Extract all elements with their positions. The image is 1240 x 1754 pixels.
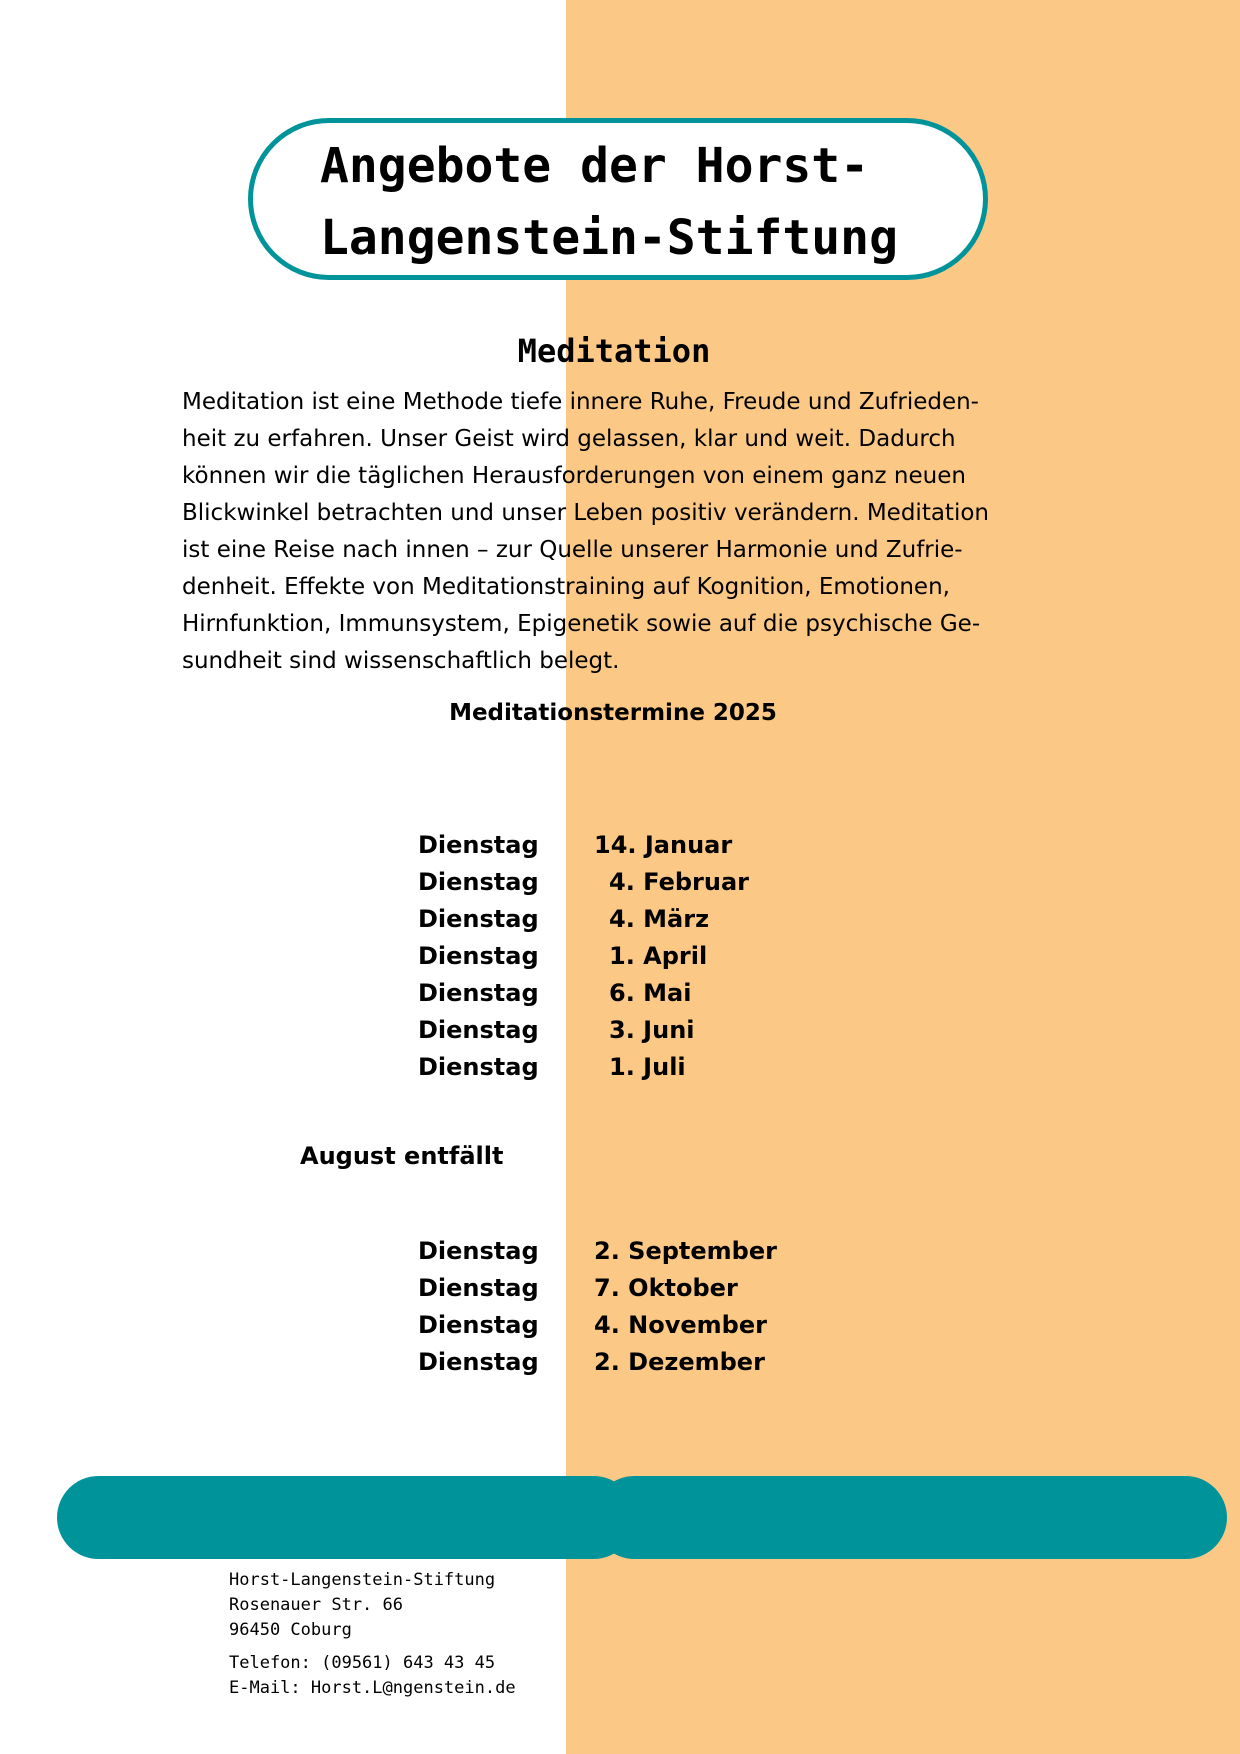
date-list-second-half [418, 1233, 918, 1381]
page-title [320, 130, 960, 274]
section-heading: Meditation [517, 332, 711, 370]
date-list-first-half [418, 827, 918, 1086]
contact-name: Horst-Langenstein-Stiftung [229, 1570, 496, 1590]
contact-city: 96450 Coburg [229, 1620, 352, 1640]
date-row-day: Dienstag [418, 905, 539, 933]
intro-line: denheit. Effekte von Meditationstraining auf Kognition, Emotionen, [182, 574, 950, 600]
date-row-date: 4. März [609, 905, 710, 933]
date-row-day: Dienstag [418, 1274, 539, 1302]
contact-email: E-Mail: Horst.L@ngenstein.de [229, 1678, 516, 1698]
date-row [418, 1270, 918, 1307]
contact-block [229, 1568, 516, 1701]
date-row-date: 1. Juli [609, 1053, 686, 1081]
date-row [418, 1344, 918, 1381]
date-row-date: 1. April [609, 942, 708, 970]
dates-heading: Meditationstermine 2025 [449, 700, 777, 726]
date-row [418, 827, 918, 864]
page-title-line: Langenstein-Stiftung [320, 210, 898, 266]
intro-line: Blickwinkel betrachten und unser Leben positiv verändern. Meditation [182, 500, 989, 526]
date-row-day: Dienstag [418, 1016, 539, 1044]
date-row-day: Dienstag [418, 1311, 539, 1339]
intro-line: Hirnfunktion, Immunsystem, Epigenetik sowie auf die psychische Ge- [182, 611, 981, 637]
date-row-day: Dienstag [418, 1237, 539, 1265]
date-row [418, 975, 918, 1012]
date-row [418, 864, 918, 901]
page-title-line: Angebote der Horst- [320, 138, 870, 194]
date-row-date: 7. Oktober [594, 1274, 738, 1302]
date-row [418, 1012, 918, 1049]
intro-line: heit zu erfahren. Unser Geist wird gelassen, klar und weit. Dadurch [182, 426, 956, 452]
date-row-day: Dienstag [418, 831, 539, 859]
intro-paragraph [182, 384, 1062, 680]
date-row-date: 4. Februar [609, 868, 750, 896]
contact-phone: Telefon: (09561) 643 43 45 [229, 1653, 496, 1673]
date-row-day: Dienstag [418, 1053, 539, 1081]
footer-bar-right [593, 1476, 1227, 1559]
date-row-date: 4. November [594, 1311, 767, 1339]
date-row [418, 1233, 918, 1270]
date-row [418, 1049, 918, 1086]
intro-line: können wir die täglichen Herausforderungen von einem ganz neuen [182, 463, 966, 489]
intro-line: ist eine Reise nach innen – zur Quelle unserer Harmonie und Zufrie- [182, 537, 963, 563]
august-note: August entfällt [300, 1142, 504, 1170]
date-row-date: 2. Dezember [594, 1348, 765, 1376]
footer-bar-left [57, 1476, 635, 1559]
date-row [418, 901, 918, 938]
date-row-date: 2. September [594, 1237, 777, 1265]
intro-line: sundheit sind wissenschaftlich belegt. [182, 648, 620, 674]
date-row-day: Dienstag [418, 868, 539, 896]
date-row-day: Dienstag [418, 1348, 539, 1376]
date-row-day: Dienstag [418, 979, 539, 1007]
intro-line: Meditation ist eine Methode tiefe innere Ruhe, Freude und Zufrieden- [182, 389, 979, 415]
date-row [418, 1307, 918, 1344]
date-row [418, 938, 918, 975]
contact-street: Rosenauer Str. 66 [229, 1595, 403, 1615]
date-row-date: 6. Mai [609, 979, 692, 1007]
date-row-day: Dienstag [418, 942, 539, 970]
date-row-date: 14. Januar [594, 831, 733, 859]
date-row-date: 3. Juni [609, 1016, 695, 1044]
